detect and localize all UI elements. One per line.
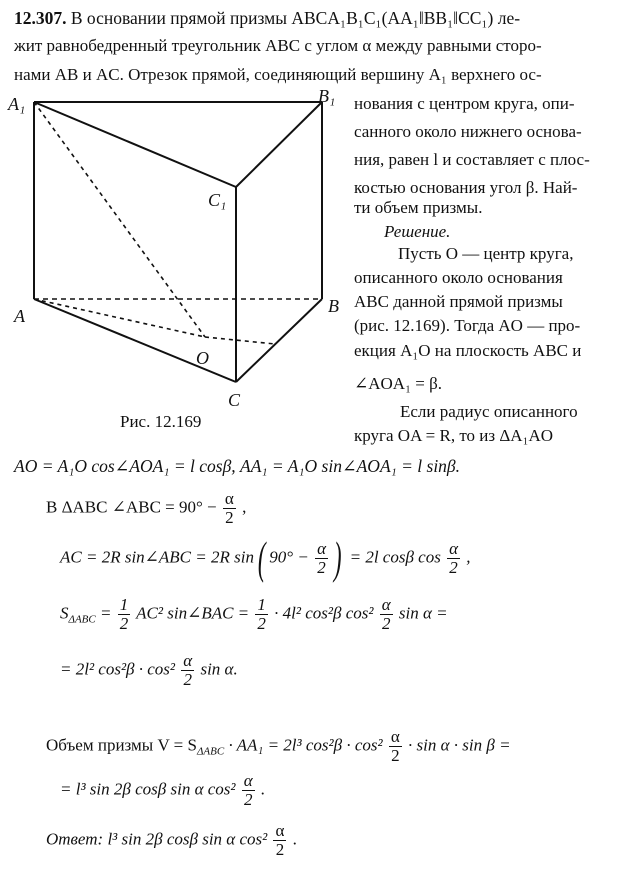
solution-heading: Решение. xyxy=(384,222,451,241)
edge-ac xyxy=(34,299,236,382)
problem-line-5: санного около нижнего основа- xyxy=(354,122,582,141)
edge-a1c1 xyxy=(34,102,236,187)
equation-3: AC = 2R sin∠ABC = 2R sin( 90° − $\frac{\alpha}{2}$ ) = 2l cosβ cos $\frac{\alpha}{2}$ , xyxy=(60,532,471,584)
solution-line-5: екция A₁O на плоскость ABC и xyxy=(354,341,582,360)
label-c1: C₁ xyxy=(208,190,227,210)
problem-line-7: костью основания угол β. Най- xyxy=(354,178,578,197)
solution-line-7: Если радиус описанного xyxy=(400,402,578,421)
frac-alpha-2: $\frac{\alpha}{2}$ xyxy=(317,539,327,577)
answer-line: Ответ: l³ sin 2β cosβ sin α cos² $\frac{\alpha}{2}$ . xyxy=(46,821,297,859)
frac-1-2: $\frac{1}{2}$ xyxy=(257,595,266,633)
label-o: O xyxy=(196,348,209,368)
solution-line-6: ∠AOA₁ = β. xyxy=(354,374,442,393)
problem-line-4: нования с центром круга, опи- xyxy=(354,94,575,113)
frac-alpha-2: $\frac{\alpha}{2}$ xyxy=(449,539,459,577)
segment-ob xyxy=(205,337,275,344)
problem-line-3: нами AB и AC. Отрезок прямой, соединяющий вершину A₁ верхнего ос- xyxy=(14,65,542,84)
edge-b1c1 xyxy=(236,102,322,187)
solution-line-1: Пусть O — центр круга, xyxy=(398,244,574,263)
equation-5: = 2l² cos²β · cos² $\frac{\alpha}{2}$ sin α. xyxy=(60,651,238,689)
label-b: B xyxy=(328,296,339,316)
problem-text-1: В основании прямой призмы ABCA₁B₁C₁(AA₁‖BB₁‖CC₁) ле- xyxy=(70,8,521,28)
frac-alpha-2: $\frac{\alpha}{2}$ xyxy=(224,489,234,527)
edge-bc xyxy=(236,299,322,382)
frac-alpha-2: $\frac{\alpha}{2}$ xyxy=(275,821,285,859)
label-c: C xyxy=(228,390,241,410)
frac-alpha-2: $\frac{\alpha}{2}$ xyxy=(390,727,400,765)
problem-line-1 xyxy=(14,8,520,29)
prism-figure xyxy=(0,80,350,500)
frac-1-2: $\frac{1}{2}$ xyxy=(119,595,129,633)
equation-2: В ΔABC ∠ABC = 90° − $\frac{\alpha}{2}$ , xyxy=(46,489,247,527)
problem-line-2: жит равнобедренный треугольник ABC с углом α между равными сторо- xyxy=(14,36,542,55)
equation-1: AO = A₁O cos∠AOA₁ = l cosβ, AA₁ = A₁O sin∠AOA₁ = l sinβ. xyxy=(14,456,461,476)
solution-line-2: описанного около основания xyxy=(354,268,563,287)
problem-line-8: ти объем призмы. xyxy=(354,198,483,217)
frac-alpha-2: $\frac{\alpha}{2}$ xyxy=(243,771,253,809)
label-b1: B₁ xyxy=(318,86,336,106)
segment-ao xyxy=(34,299,205,337)
problem-number: 12.307. xyxy=(14,8,67,28)
problem-line-6: ния, равен l и составляет с плос- xyxy=(354,150,590,169)
label-a: A xyxy=(14,306,25,326)
solution-line-4: (рис. 12.169). Тогда AO — про- xyxy=(354,316,581,335)
solution-line-8: круга OA = R, то из ΔA₁AO xyxy=(354,426,554,445)
volume-line-1: Объем призмы $V = S_{\Delta ABC} \cdot AA_1 = 2l^3$ cos²β · cos² $\frac{\alpha}{2}$ · sin α · sin β = xyxy=(46,727,511,765)
figure-caption: Рис. 12.169 xyxy=(120,412,202,431)
label-a1: A₁ xyxy=(8,94,26,114)
equation-4: $S_{\Delta ABC}$ = $\frac{1}{2}$ AC² sin∠BAC = $\frac{1}{2}$ · 4l² cos²β cos² $\frac{\alpha}{2}$ sin α = xyxy=(60,595,448,633)
frac-alpha-2: $\frac{\alpha}{2}$ xyxy=(381,595,391,633)
volume-line-2: = l³ sin 2β cosβ sin α cos² $\frac{\alpha}{2}$ . xyxy=(60,771,266,809)
answer-label: Ответ: xyxy=(46,829,104,849)
frac-alpha-2: $\frac{\alpha}{2}$ xyxy=(183,651,193,689)
solution-line-3: ABC данной прямой призмы xyxy=(354,292,563,311)
